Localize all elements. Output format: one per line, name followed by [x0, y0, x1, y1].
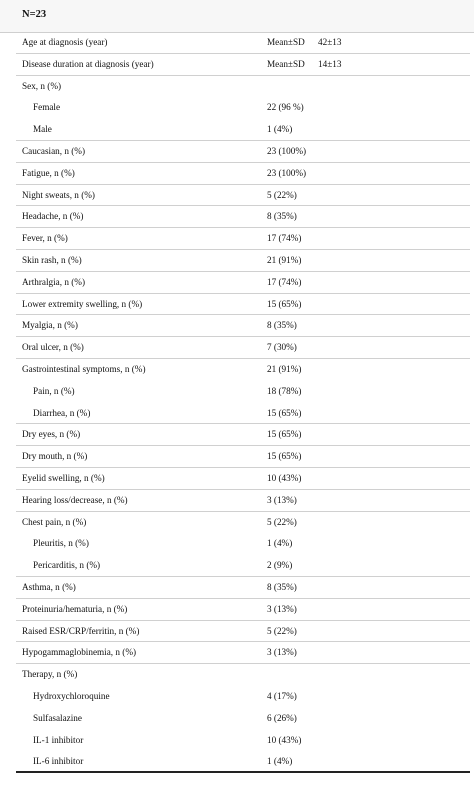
row-value: 3 (13%)	[267, 603, 297, 614]
row-label: Pleuritis, n (%)	[33, 538, 89, 549]
row-label: Night sweats, n (%)	[22, 189, 95, 200]
row-label: Age at diagnosis (year)	[22, 37, 108, 47]
row-label: Female	[33, 102, 61, 113]
row-label: Skin rash, n (%)	[22, 254, 82, 265]
row-label: Dry mouth, n (%)	[22, 451, 88, 462]
row-label: Myalgia, n (%)	[22, 320, 78, 331]
row-label: Diarrhea, n (%)	[33, 407, 91, 418]
row-label: Therapy, n (%)	[22, 669, 78, 680]
row-label: Eyelid swelling, n (%)	[22, 472, 105, 483]
row-label: Hypogammaglobinemia, n (%)	[22, 647, 137, 658]
row-label: Raised ESR/CRP/ferritin, n (%)	[22, 625, 140, 636]
row-label: Oral ulcer, n (%)	[22, 342, 84, 353]
table-row	[16, 54, 470, 76]
row-value: 3 (13%)	[267, 494, 297, 505]
table-row	[16, 32, 470, 54]
table-row	[16, 206, 470, 228]
row-value: Mean±SD	[267, 58, 305, 69]
row-value: 1 (4%)	[267, 756, 293, 767]
row-value: 8 (35%)	[267, 211, 297, 222]
row-value: 7 (30%)	[267, 342, 297, 353]
table-row	[16, 185, 470, 207]
row-value: 15 (65%)	[267, 429, 302, 440]
row-label: Hearing loss/decrease, n (%)	[22, 494, 128, 505]
row-value: 8 (35%)	[267, 581, 297, 592]
table-row	[16, 228, 470, 250]
row-value: 15 (65%)	[267, 298, 302, 309]
row-value: 23 (100%)	[267, 145, 307, 156]
row-value: 15 (65%)	[267, 407, 302, 418]
row-value: 15 (65%)	[267, 451, 302, 462]
row-label: Dry eyes, n (%)	[22, 429, 81, 440]
row-value: 18 (78%)	[267, 385, 302, 396]
table-row	[16, 337, 470, 359]
table-row	[16, 97, 470, 119]
row-value: 21 (91%)	[267, 254, 302, 265]
table-row	[16, 533, 470, 555]
row-label: Fever, n (%)	[22, 233, 68, 244]
characteristics-table	[16, 32, 470, 773]
table-row	[16, 555, 470, 577]
table-row	[16, 751, 470, 773]
table-row	[16, 490, 470, 512]
table-row	[16, 272, 470, 294]
table-row	[16, 664, 470, 686]
row-value: 6 (26%)	[267, 712, 297, 723]
table-row	[16, 512, 470, 534]
row-value: 17 (74%)	[267, 233, 302, 244]
row-label: Sex, n (%)	[22, 80, 62, 91]
table-row	[16, 708, 470, 730]
row-label: IL-6 inhibitor	[33, 756, 84, 767]
table-row	[16, 686, 470, 708]
row-label: Caucasian, n (%)	[22, 145, 86, 156]
row-value: 10 (43%)	[267, 472, 302, 483]
row-label: Headache, n (%)	[22, 211, 84, 222]
row-value: Mean±SD	[267, 37, 305, 47]
row-value: 1 (4%)	[267, 538, 293, 549]
row-value: 5 (22%)	[267, 189, 297, 200]
row-label: Fatigue, n (%)	[22, 167, 75, 178]
table-row	[16, 468, 470, 490]
table-row	[16, 446, 470, 468]
row-label: Gastrointestinal symptoms, n (%)	[22, 363, 146, 374]
table-row	[16, 424, 470, 446]
table-row	[16, 294, 470, 316]
table-row	[16, 163, 470, 185]
row-label: Proteinuria/hematuria, n (%)	[22, 603, 128, 614]
row-label: Asthma, n (%)	[22, 581, 76, 592]
row-value: 5 (22%)	[267, 516, 297, 527]
row-label: Arthralgia, n (%)	[22, 276, 86, 287]
table-row	[16, 621, 470, 643]
row-value: 17 (74%)	[267, 276, 302, 287]
row-label: Hydroxychloroquine	[33, 690, 110, 701]
row-statistic: 42±13	[318, 37, 342, 47]
table-row	[16, 250, 470, 272]
row-value: 2 (9%)	[267, 560, 293, 571]
row-value: 23 (100%)	[267, 167, 307, 178]
table-row	[16, 642, 470, 664]
row-value: 10 (43%)	[267, 734, 302, 745]
table-row	[16, 315, 470, 337]
row-label: Pain, n (%)	[33, 385, 75, 396]
sample-size-label: N=23	[22, 9, 47, 20]
row-label: Pericarditis, n (%)	[33, 560, 101, 571]
row-value: 21 (91%)	[267, 363, 302, 374]
row-value: 3 (13%)	[267, 647, 297, 658]
table-row	[16, 577, 470, 599]
row-value: 8 (35%)	[267, 320, 297, 331]
table-row	[16, 359, 470, 381]
row-statistic: 14±13	[318, 58, 342, 69]
row-label: Chest pain, n (%)	[22, 516, 87, 527]
table-row	[16, 141, 470, 163]
row-value: 5 (22%)	[267, 625, 297, 636]
table-row	[16, 730, 470, 752]
table-row	[16, 119, 470, 141]
table-header-band	[0, 0, 474, 33]
table-row	[16, 76, 470, 98]
row-value: 22 (96 %)	[267, 102, 304, 113]
table-row	[16, 599, 470, 621]
table-row	[16, 403, 470, 425]
row-value: 4 (17%)	[267, 690, 297, 701]
table-row	[16, 381, 470, 403]
row-label: Lower extremity swelling, n (%)	[22, 298, 143, 309]
row-value: 1 (4%)	[267, 124, 293, 135]
row-label: IL-1 inhibitor	[33, 734, 84, 745]
row-label: Male	[33, 124, 52, 135]
row-label: Sulfasalazine	[33, 712, 82, 723]
row-label: Disease duration at diagnosis (year)	[22, 58, 154, 69]
